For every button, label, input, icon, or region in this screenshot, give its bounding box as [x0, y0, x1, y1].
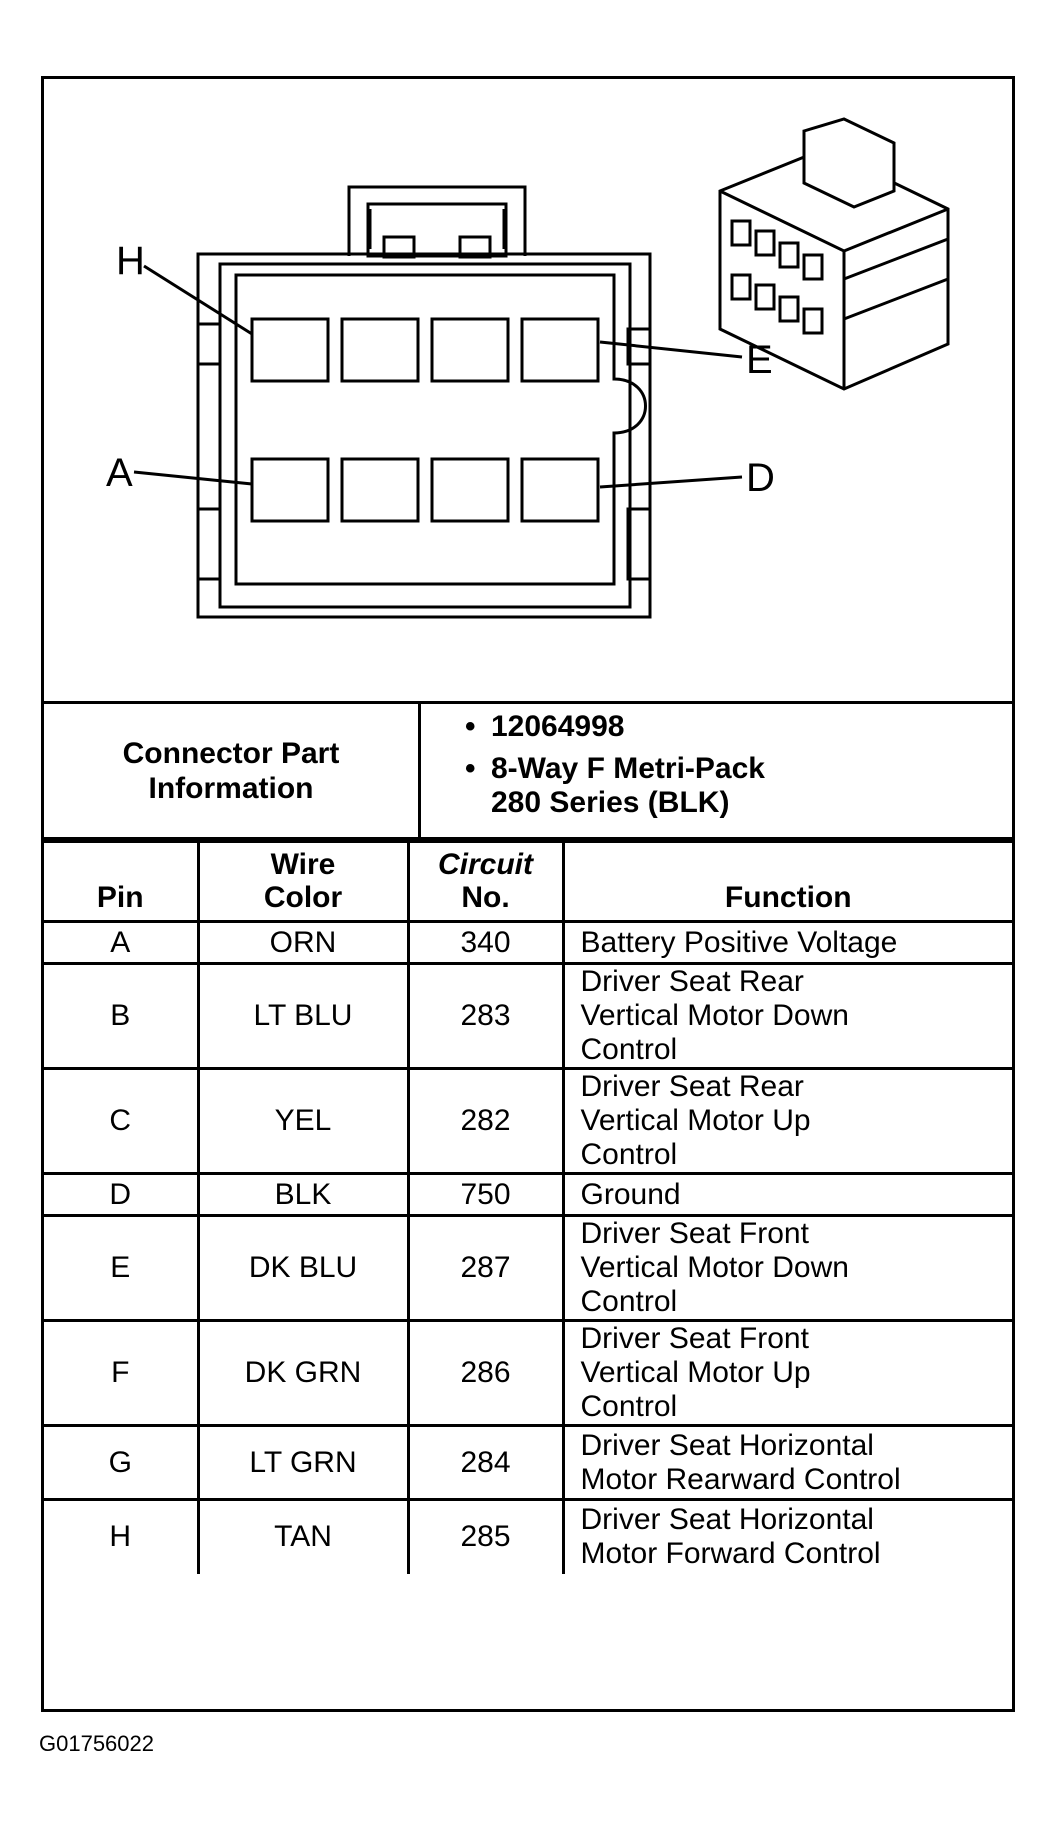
latch — [349, 187, 525, 256]
function-line: Driver Seat Front — [580, 1322, 809, 1355]
connector-info-values — [421, 710, 1011, 836]
wire-color-cell: DK GRN — [198, 1321, 408, 1426]
cavity-b — [342, 459, 418, 521]
table-row — [44, 1174, 1012, 1216]
pin-cell: B — [44, 964, 198, 1069]
table-row — [44, 1500, 1012, 1574]
part-number: 12064998 — [491, 710, 625, 743]
wire-color-cell: YEL — [198, 1069, 408, 1174]
circuit-cell: 285 — [408, 1500, 563, 1574]
circuit-cell: 750 — [408, 1174, 563, 1216]
connector-face-view — [44, 79, 1012, 701]
pin-cell: A — [44, 922, 198, 964]
function-line: Vertical Motor Down — [580, 1251, 849, 1284]
cavity-g — [342, 319, 418, 381]
cavity-a — [252, 459, 328, 521]
wire-color-cell: LT BLU — [198, 964, 408, 1069]
info-label-line1: Connector Part — [122, 736, 340, 770]
function-line: Ground — [580, 1177, 681, 1211]
header-circuit: Circuit No. — [408, 842, 563, 922]
wire-color-cell: LT GRN — [198, 1426, 408, 1500]
connector-info-row — [44, 704, 1012, 840]
leader-a — [134, 472, 252, 484]
pin-cell: D — [44, 1174, 198, 1216]
function-line: Control — [580, 1033, 678, 1066]
bullet: • — [465, 752, 476, 785]
cavity-h — [252, 319, 328, 381]
table-row — [44, 1426, 1012, 1500]
pin-label-d: D — [746, 456, 775, 500]
connector-frame — [41, 76, 1015, 1712]
function-line: Vertical Motor Up — [580, 1356, 811, 1389]
function-line: Driver Seat Rear — [580, 1070, 804, 1103]
function-cell — [563, 1321, 1012, 1426]
cavity-c — [432, 459, 508, 521]
description-line1: 8-Way F Metri-Pack — [491, 752, 765, 785]
table-row — [44, 1216, 1012, 1321]
description-line2: 280 Series (BLK) — [491, 786, 730, 819]
table-row — [44, 922, 1012, 964]
table-row — [44, 1069, 1012, 1174]
function-cell — [563, 964, 1012, 1069]
function-cell — [563, 922, 1012, 964]
description-item — [421, 752, 1011, 820]
function-cell — [563, 1500, 1012, 1574]
pin-label-e: E — [746, 338, 773, 382]
header-pin: Pin — [44, 842, 198, 922]
pin-cell: E — [44, 1216, 198, 1321]
function-line: Vertical Motor Up — [580, 1104, 811, 1137]
function-line: Driver Seat Front — [580, 1217, 809, 1250]
cavity-f — [432, 319, 508, 381]
header-wire-color: Wire Color — [198, 842, 408, 922]
leader-d — [600, 477, 742, 487]
wire-color-cell: TAN — [198, 1500, 408, 1574]
pin-cell: F — [44, 1321, 198, 1426]
leader-e — [600, 342, 742, 357]
circuit-cell: 283 — [408, 964, 563, 1069]
cavity-d — [522, 459, 598, 521]
bullet: • — [465, 710, 476, 743]
table-row — [44, 1321, 1012, 1426]
function-line: Battery Positive Voltage — [580, 925, 898, 959]
pin-table — [44, 840, 1012, 1574]
connector-body — [198, 254, 650, 617]
pin-label-a: A — [106, 451, 133, 495]
pin-label-h: H — [116, 239, 145, 283]
circuit-cell: 340 — [408, 922, 563, 964]
part-number-item — [421, 710, 1011, 744]
pin-cell: C — [44, 1069, 198, 1174]
wire-color-cell: ORN — [198, 922, 408, 964]
function-cell — [563, 1174, 1012, 1216]
wire-color-cell: DK BLU — [198, 1216, 408, 1321]
function-line: Driver Seat Rear — [580, 965, 804, 998]
function-line: Control — [580, 1390, 678, 1423]
pin-cell: G — [44, 1426, 198, 1500]
header-function: Function — [563, 842, 1012, 922]
function-line: Driver Seat Horizontal — [580, 1428, 874, 1462]
circuit-cell: 282 — [408, 1069, 563, 1174]
function-cell — [563, 1216, 1012, 1321]
latch-window — [368, 204, 506, 256]
connector-diagram — [44, 79, 1012, 704]
function-line: Motor Rearward Control — [580, 1462, 901, 1496]
cavity-e — [522, 319, 598, 381]
function-line: Motor Forward Control — [580, 1537, 881, 1571]
circuit-cell: 286 — [408, 1321, 563, 1426]
function-line: Vertical Motor Down — [580, 999, 849, 1032]
table-row — [44, 964, 1012, 1069]
table-header-row — [44, 842, 1012, 922]
circuit-cell: 287 — [408, 1216, 563, 1321]
wire-color-cell: BLK — [198, 1174, 408, 1216]
connector-info-label — [44, 704, 421, 837]
function-cell — [563, 1426, 1012, 1500]
function-line: Control — [580, 1285, 678, 1318]
pin-cell: H — [44, 1500, 198, 1574]
function-line: Control — [580, 1138, 678, 1171]
info-label-line2: Information — [148, 771, 314, 805]
function-cell — [563, 1069, 1012, 1174]
cavity-frame — [236, 275, 646, 584]
function-line: Driver Seat Horizontal — [580, 1503, 874, 1537]
circuit-cell: 284 — [408, 1426, 563, 1500]
terminal-cavities — [252, 319, 598, 521]
figure-code: G01756022 — [39, 1731, 154, 1756]
